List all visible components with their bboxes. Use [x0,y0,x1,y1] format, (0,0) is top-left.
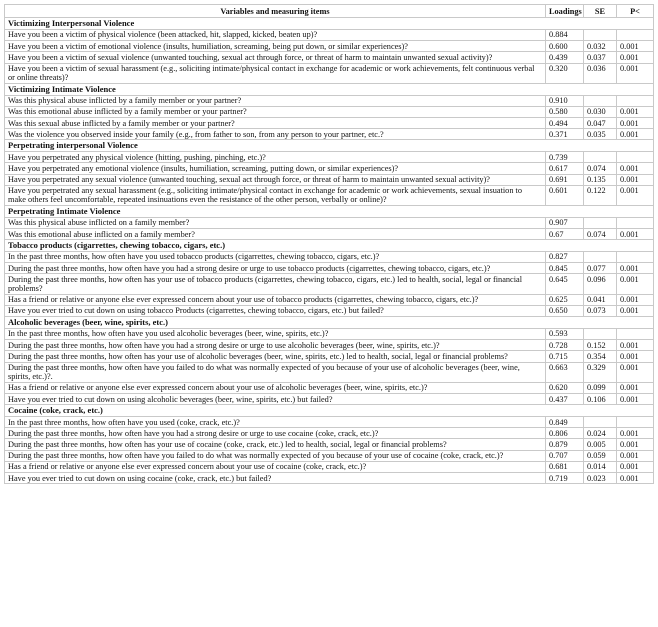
se-value: 0.329 [584,362,617,382]
p-value: 0.001 [617,461,654,472]
se-value: 0.059 [584,450,617,461]
loading-value: 0.593 [546,328,584,339]
loading-value: 0.715 [546,351,584,362]
se-value: 0.152 [584,340,617,351]
table-row [5,118,654,129]
loading-value: 0.681 [546,461,584,472]
item-text: During the past three months, how often have you failed to do what was normally expected of you because of your use of alcoholic beverages (beer, wine, spirits, etc.)?. [5,362,546,382]
p-value [617,217,654,228]
item-text: During the past three months, how often have you failed to do what was normally expected of you because of your use of cocaine (coke, crack, etc.)? [5,450,546,461]
table-row [5,439,654,450]
table-row [5,41,654,52]
item-text: During the past three months, how often have you had a strong desire or urge to use cocaine (coke, crack, etc.)? [5,428,546,439]
p-value: 0.001 [617,394,654,405]
p-value [617,417,654,428]
se-value: 0.077 [584,263,617,274]
loading-value: 0.739 [546,152,584,163]
table-row [5,217,654,228]
p-value [617,95,654,106]
section-title: Perpetrating Intimate Violence [5,206,654,218]
header-loadings: Loadings [546,5,584,18]
p-value: 0.001 [617,163,654,174]
section-row [5,405,654,417]
table-row [5,52,654,63]
table-row [5,95,654,106]
p-value: 0.001 [617,118,654,129]
loading-value: 0.437 [546,394,584,405]
table-row [5,174,654,185]
p-value: 0.001 [617,274,654,294]
loading-value: 0.645 [546,274,584,294]
table-row [5,340,654,351]
item-text: Have you perpetrated any emotional violence (insults, humiliation, screaming, putting down, or similar experiences)? [5,163,546,174]
se-value [584,29,617,40]
table-row [5,305,654,316]
table-row [5,251,654,262]
loading-value: 0.625 [546,294,584,305]
se-value: 0.024 [584,428,617,439]
item-text: Have you been a victim of sexual harassment (e.g., soliciting intimate/physical contact in exchange for academic or work achievements, felt continuous verbal or online threats)? [5,63,546,83]
p-value: 0.001 [617,439,654,450]
measurement-table-container [4,4,653,484]
section-title: Perpetrating interpersonal Violence [5,140,654,152]
item-text: Has a friend or relative or anyone else ever expressed concern about your use of cocaine (coke, crack, etc.)? [5,461,546,472]
loading-value: 0.617 [546,163,584,174]
se-value [584,417,617,428]
table-row [5,450,654,461]
se-value: 0.035 [584,129,617,140]
loading-value: 0.600 [546,41,584,52]
table-row [5,152,654,163]
section-title: Victimizing Intimate Violence [5,83,654,95]
loading-value: 0.320 [546,63,584,83]
loading-value: 0.845 [546,263,584,274]
header-se: SE [584,5,617,18]
header-p: P< [617,5,654,18]
section-row [5,18,654,30]
p-value: 0.001 [617,473,654,484]
item-text: Has a friend or relative or anyone else ever expressed concern about your use of tobacco products (cigarrettes, chewing tobacco, cigars, etc.)? [5,294,546,305]
table-row [5,362,654,382]
table-row [5,294,654,305]
p-value: 0.001 [617,129,654,140]
item-text: Was the violence you observed inside your family (e.g., from father to son, from any person to your partner, etc.? [5,129,546,140]
loading-value: 0.580 [546,106,584,117]
loading-value: 0.620 [546,382,584,393]
se-value: 0.041 [584,294,617,305]
loading-value: 0.601 [546,185,584,205]
loading-value: 0.691 [546,174,584,185]
item-text: Have you been a victim of sexual violence (unwanted touching, sexual act through force, or threat of harm to maintain unwanted sexual activity)? [5,52,546,63]
se-value: 0.032 [584,41,617,52]
se-value: 0.096 [584,274,617,294]
table-row [5,29,654,40]
loading-value: 0.371 [546,129,584,140]
item-text: Was this emotional abuse inflicted on a family member? [5,229,546,240]
section-title: Cocaine (coke, crack, etc.) [5,405,654,417]
p-value [617,29,654,40]
table-row [5,163,654,174]
p-value: 0.001 [617,305,654,316]
item-text: During the past three months, how often have you had a strong desire or urge to use alcoholic beverages (beer, wine, spirits, etc.)? [5,340,546,351]
table-row [5,129,654,140]
section-row [5,83,654,95]
item-text: In the past three months, how often have you used alcoholic beverages (beer, wine, spirits, etc.)? [5,328,546,339]
p-value: 0.001 [617,41,654,52]
loading-value: 0.849 [546,417,584,428]
p-value [617,328,654,339]
p-value: 0.001 [617,428,654,439]
table-row [5,473,654,484]
p-value: 0.001 [617,185,654,205]
table-row [5,263,654,274]
se-value [584,251,617,262]
loading-value: 0.663 [546,362,584,382]
p-value: 0.001 [617,351,654,362]
table-row [5,351,654,362]
loading-value: 0.67 [546,229,584,240]
loading-value: 0.650 [546,305,584,316]
measurement-table [4,4,654,484]
item-text: Have you ever tried to cut down on using tobacco Products (cigarrettes, chewing tobacco, cigars, etc.) but failed? [5,305,546,316]
loading-value: 0.910 [546,95,584,106]
loading-value: 0.728 [546,340,584,351]
table-header-row [5,5,654,18]
loading-value: 0.884 [546,29,584,40]
table-row [5,417,654,428]
table-row [5,106,654,117]
section-row [5,240,654,252]
se-value [584,217,617,228]
item-text: Have you ever tried to cut down on using cocaine (coke, crack, etc.) but failed? [5,473,546,484]
loading-value: 0.719 [546,473,584,484]
item-text: Was this emotional abuse inflicted by a family member or your partner? [5,106,546,117]
se-value: 0.005 [584,439,617,450]
loading-value: 0.806 [546,428,584,439]
item-text: Have you perpetrated any physical violence (hitting, pushing, pinching, etc.)? [5,152,546,163]
p-value: 0.001 [617,362,654,382]
loading-value: 0.879 [546,439,584,450]
se-value: 0.122 [584,185,617,205]
table-row [5,428,654,439]
p-value: 0.001 [617,52,654,63]
p-value: 0.001 [617,382,654,393]
item-text: Have you been a victim of physical violence (been attacked, hit, slapped, kicked, beaten up)? [5,29,546,40]
se-value: 0.036 [584,63,617,83]
item-text: Was this physical abuse inflicted on a family member? [5,217,546,228]
section-title: Tobacco products (cigarrettes, chewing tobacco, cigars, etc.) [5,240,654,252]
loading-value: 0.494 [546,118,584,129]
table-row [5,461,654,472]
loading-value: 0.827 [546,251,584,262]
table-row [5,229,654,240]
section-title: Victimizing Interpersonal Violence [5,18,654,30]
se-value: 0.106 [584,394,617,405]
se-value: 0.047 [584,118,617,129]
p-value: 0.001 [617,63,654,83]
p-value: 0.001 [617,263,654,274]
p-value: 0.001 [617,294,654,305]
se-value: 0.074 [584,229,617,240]
table-row [5,185,654,205]
se-value: 0.135 [584,174,617,185]
item-text: During the past three months, how often have you had a strong desire or urge to use tobacco products (cigarrettes, chewing tobacco, cigars, etc.)? [5,263,546,274]
table-body [5,18,654,484]
se-value: 0.354 [584,351,617,362]
loading-value: 0.439 [546,52,584,63]
se-value [584,328,617,339]
se-value [584,152,617,163]
table-row [5,63,654,83]
table-row [5,328,654,339]
item-text: Was this physical abuse inflicted by a family member or your partner? [5,95,546,106]
p-value: 0.001 [617,229,654,240]
se-value: 0.037 [584,52,617,63]
item-text: Have you perpetrated any sexual violence (unwanted touching, sexual act through force, or threat of harm to maintain unwanted sexual activity)? [5,174,546,185]
section-title: Alcoholic beverages (beer, wine, spirits, etc.) [5,317,654,329]
section-row [5,317,654,329]
se-value: 0.074 [584,163,617,174]
p-value [617,152,654,163]
item-text: Have you ever tried to cut down on using alcoholic beverages (beer, wine, spirits, etc.) but failed? [5,394,546,405]
table-row [5,274,654,294]
item-text: In the past three months, how often have you used tobacco products (cigarrettes, chewing tobacco, cigars, etc.)? [5,251,546,262]
se-value [584,95,617,106]
p-value: 0.001 [617,450,654,461]
item-text: Have you perpetrated any sexual harassment (e.g., soliciting intimate/physical contact in exchange for academic or work achievements, sexual insuation to make others feel uncomfortable, repeated insinuations even the resistance of the other person, verbally or online)? [5,185,546,205]
item-text: During the past three months, how often has your use of alcoholic beverages (beer, wine, spirits, etc.) led to health, social, legal or financial problems? [5,351,546,362]
p-value: 0.001 [617,106,654,117]
item-text: Have you been a victim of emotional violence (insults, humiliation, screaming, being put down, or similar experiences)? [5,41,546,52]
table-row [5,382,654,393]
p-value [617,251,654,262]
se-value: 0.030 [584,106,617,117]
se-value: 0.023 [584,473,617,484]
header-variables: Variables and measuring items [5,5,546,18]
p-value: 0.001 [617,174,654,185]
item-text: During the past three months, how often has your use of tobacco products (cigarrettes, chewing tobacco, cigars, etc.) led to health, social, legal or financial problems? [5,274,546,294]
se-value: 0.014 [584,461,617,472]
loading-value: 0.907 [546,217,584,228]
se-value: 0.099 [584,382,617,393]
table-row [5,394,654,405]
item-text: Was this sexual abuse inflicted by a family member or your partner? [5,118,546,129]
item-text: Has a friend or relative or anyone else ever expressed concern about your use of alcoholic beverages (beer, wine, spirits, etc.)? [5,382,546,393]
item-text: During the past three months, how often has your use of cocaine (coke, crack, etc.) led to health, social, legal or financial problems? [5,439,546,450]
section-row [5,140,654,152]
se-value: 0.073 [584,305,617,316]
item-text: In the past three months, how often have you used (coke, crack, etc.)? [5,417,546,428]
loading-value: 0.707 [546,450,584,461]
p-value: 0.001 [617,340,654,351]
section-row [5,206,654,218]
